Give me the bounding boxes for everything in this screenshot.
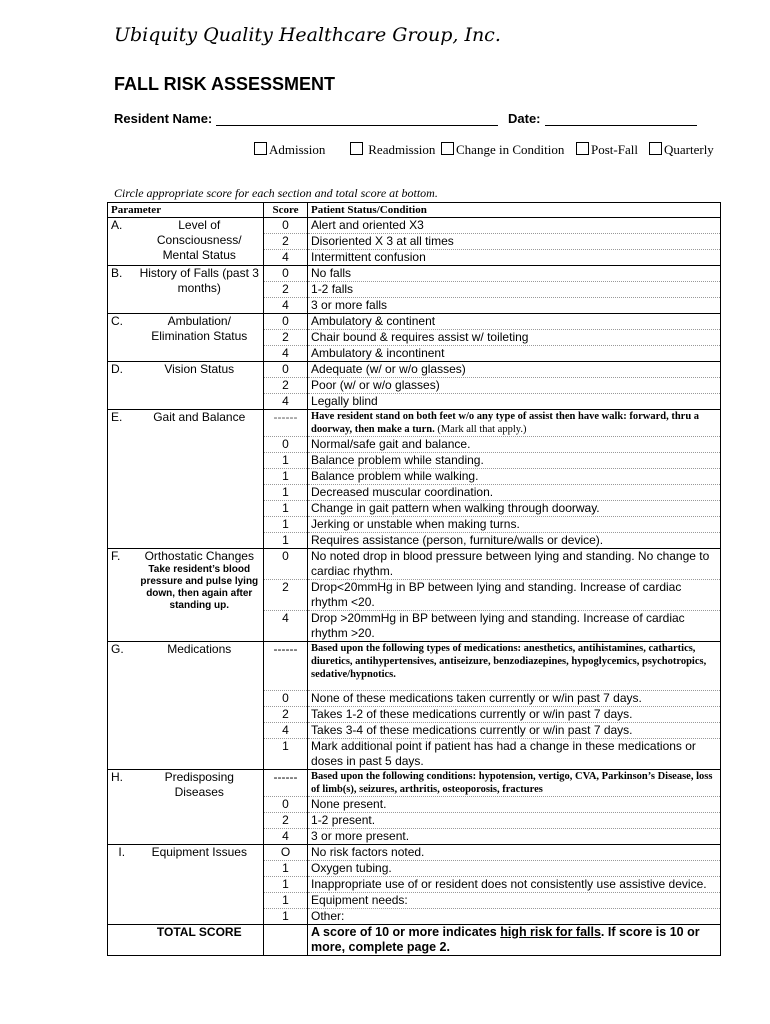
condition: Chair bound & requires assist w/ toileting bbox=[308, 330, 721, 346]
header-status: Patient Status/Condition bbox=[308, 203, 721, 218]
parameter-name: History of Falls (past 3 months) bbox=[136, 266, 264, 314]
score-option[interactable]: 0 bbox=[264, 362, 308, 378]
score-option[interactable]: 4 bbox=[264, 298, 308, 314]
score-option[interactable]: 1 bbox=[264, 453, 308, 469]
condition: No noted drop in blood pressure between lying and standing. No change to cardiac rhythm. bbox=[308, 549, 721, 580]
parameter-name: Orthostatic Changes bbox=[144, 549, 254, 563]
checkbox-label: Quarterly bbox=[664, 142, 714, 157]
score-option[interactable]: 0 bbox=[264, 314, 308, 330]
total-score-note bbox=[308, 925, 721, 956]
score-option[interactable]: 1 bbox=[264, 517, 308, 533]
condition: Balance problem while standing. bbox=[308, 453, 721, 469]
condition: Ambulatory & incontinent bbox=[308, 346, 721, 362]
condition: Drop >20mmHg in BP between lying and standing. Increase of cardiac rhythm >20. bbox=[308, 611, 721, 642]
condition: None of these medications taken currently or w/in past 7 days. bbox=[308, 691, 721, 707]
condition: Other: bbox=[308, 909, 721, 925]
parameter-name: Ambulation/ Elimination Status bbox=[136, 314, 264, 362]
table-row bbox=[108, 642, 721, 691]
header-parameter: Parameter bbox=[108, 203, 264, 218]
parameter-subnote: Take resident’s blood pressure and pulse lying down, then again after standing up. bbox=[140, 564, 259, 611]
resident-name-line[interactable] bbox=[216, 113, 498, 126]
parameter-name: Vision Status bbox=[136, 362, 264, 410]
score-option[interactable]: 0 bbox=[264, 218, 308, 234]
company-name: Ubiquity Quality Healthcare Group, Inc. bbox=[114, 24, 501, 46]
checkbox-quarterly[interactable] bbox=[649, 142, 714, 158]
score-option[interactable]: 0 bbox=[264, 691, 308, 707]
table-row bbox=[108, 770, 721, 797]
score-option[interactable]: 4 bbox=[264, 723, 308, 739]
gait-instruction bbox=[308, 410, 721, 437]
high-risk-text: high risk for falls bbox=[500, 925, 601, 939]
checkbox-box[interactable] bbox=[350, 142, 363, 155]
section-letter: E. bbox=[108, 410, 136, 549]
condition: Oxygen tubing. bbox=[308, 861, 721, 877]
section-letter: D. bbox=[108, 362, 136, 410]
condition: Takes 3-4 of these medications currently or w/in past 7 days. bbox=[308, 723, 721, 739]
table-row bbox=[108, 314, 721, 330]
score-option[interactable]: 4 bbox=[264, 346, 308, 362]
score-option[interactable]: 2 bbox=[264, 378, 308, 394]
checkbox-box[interactable] bbox=[441, 142, 454, 155]
score-option[interactable]: 2 bbox=[264, 282, 308, 298]
parameter-name: Predisposing Diseases bbox=[136, 770, 264, 845]
total-row bbox=[108, 925, 721, 956]
score-option[interactable]: 2 bbox=[264, 813, 308, 829]
score-option[interactable]: 2 bbox=[264, 234, 308, 250]
table-header bbox=[108, 203, 721, 218]
condition: Intermittent confusion bbox=[308, 250, 721, 266]
instructions: Circle appropriate score for each section and total score at bottom. bbox=[114, 186, 438, 200]
table-row bbox=[108, 266, 721, 282]
checkbox-post-fall[interactable] bbox=[576, 142, 638, 158]
score-option[interactable]: 0 bbox=[264, 266, 308, 282]
total-score-label: TOTAL SCORE bbox=[136, 925, 264, 956]
header-score: Score bbox=[264, 203, 308, 218]
section-letter: I. bbox=[108, 845, 136, 925]
score-option[interactable]: 1 bbox=[264, 739, 308, 770]
condition: Change in gait pattern when walking through doorway. bbox=[308, 501, 721, 517]
score-option[interactable]: 1 bbox=[264, 533, 308, 549]
checkbox-box[interactable] bbox=[254, 142, 267, 155]
parameter-cell bbox=[136, 549, 264, 642]
score-option[interactable]: 1 bbox=[264, 861, 308, 877]
condition: Ambulatory & continent bbox=[308, 314, 721, 330]
condition: Balance problem while walking. bbox=[308, 469, 721, 485]
condition: Jerking or unstable when making turns. bbox=[308, 517, 721, 533]
score-dashes: ------ bbox=[264, 770, 308, 797]
total-score-input[interactable] bbox=[264, 925, 308, 956]
checkbox-label: Post-Fall bbox=[591, 142, 638, 157]
condition: 1-2 falls bbox=[308, 282, 721, 298]
gait-instruction-plain: (Mark all that apply.) bbox=[437, 424, 527, 435]
condition: Disoriented X 3 at all times bbox=[308, 234, 721, 250]
checkbox-readmission[interactable] bbox=[350, 142, 435, 158]
medications-note: Based upon the following types of medications: anesthetics, antihistamines, cathartics, diuretics, antihypertensives, antiseizure, benzodiazepines, hypoglycemics, psychotropics, sedative/hypnotics. bbox=[308, 642, 721, 691]
score-option[interactable]: 4 bbox=[264, 394, 308, 410]
section-letter: G. bbox=[108, 642, 136, 770]
condition: Adequate (w/ or w/o glasses) bbox=[308, 362, 721, 378]
score-option[interactable]: 0 bbox=[264, 797, 308, 813]
checkbox-box[interactable] bbox=[649, 142, 662, 155]
condition: 1-2 present. bbox=[308, 813, 721, 829]
table-row bbox=[108, 549, 721, 580]
checkbox-label: Change in Condition bbox=[456, 142, 565, 157]
date-label: Date: bbox=[508, 111, 541, 126]
condition: Inappropriate use of or resident does not consistently use assistive device. bbox=[308, 877, 721, 893]
score-option[interactable]: 0 bbox=[264, 549, 308, 580]
table-row bbox=[108, 218, 721, 234]
score-option[interactable]: 1 bbox=[264, 469, 308, 485]
total-spacer bbox=[108, 925, 136, 956]
condition: Legally blind bbox=[308, 394, 721, 410]
condition: Equipment needs: bbox=[308, 893, 721, 909]
score-option[interactable]: 2 bbox=[264, 330, 308, 346]
section-letter: C. bbox=[108, 314, 136, 362]
score-option[interactable]: 0 bbox=[264, 437, 308, 453]
score-option[interactable]: O bbox=[264, 845, 308, 861]
condition: Alert and oriented X3 bbox=[308, 218, 721, 234]
score-dashes: ------ bbox=[264, 642, 308, 691]
table-row bbox=[108, 845, 721, 861]
condition: Drop<20mmHg in BP between lying and standing. Increase of cardiac rhythm <20. bbox=[308, 580, 721, 611]
condition: Mark additional point if patient has had a change in these medications or doses in past 5 days. bbox=[308, 739, 721, 770]
resident-name-field[interactable] bbox=[114, 111, 498, 126]
date-field[interactable] bbox=[508, 111, 697, 126]
condition: No risk factors noted. bbox=[308, 845, 721, 861]
diseases-note: Based upon the following conditions: hypotension, vertigo, CVA, Parkinson’s Disease, loss of limb(s), seizures, arthritis, osteoporosis, fractures bbox=[308, 770, 721, 797]
condition: Poor (w/ or w/o glasses) bbox=[308, 378, 721, 394]
table-row bbox=[108, 410, 721, 437]
condition: Requires assistance (person, furniture/walls or device). bbox=[308, 533, 721, 549]
total-note-post: . If score is 10 or more, complete page 2. bbox=[311, 925, 700, 954]
score-option[interactable]: 2 bbox=[264, 580, 308, 611]
score-option[interactable]: 4 bbox=[264, 250, 308, 266]
score-option[interactable]: 1 bbox=[264, 877, 308, 893]
score-option[interactable]: 1 bbox=[264, 485, 308, 501]
gait-instruction-text: Have resident stand on both feet w/o any type of assist then have walk: forward, thru a doorway, then make a turn. bbox=[311, 411, 700, 435]
condition: None present. bbox=[308, 797, 721, 813]
section-letter: A. bbox=[108, 218, 136, 266]
section-letter: B. bbox=[108, 266, 136, 314]
score-option[interactable]: 2 bbox=[264, 707, 308, 723]
assessment-table bbox=[107, 202, 721, 956]
checkbox-admission[interactable] bbox=[254, 142, 325, 158]
score-option[interactable]: 1 bbox=[264, 501, 308, 517]
checkbox-label: Admission bbox=[269, 142, 326, 157]
condition: No falls bbox=[308, 266, 721, 282]
resident-name-label: Resident Name: bbox=[114, 111, 213, 126]
date-line[interactable] bbox=[545, 113, 697, 126]
score-option[interactable]: 1 bbox=[264, 893, 308, 909]
condition: Normal/safe gait and balance. bbox=[308, 437, 721, 453]
checkbox-label: Readmission bbox=[368, 142, 436, 157]
parameter-name: Level of Consciousness/ Mental Status bbox=[136, 218, 264, 266]
table-row bbox=[108, 362, 721, 378]
score-dashes: ------ bbox=[264, 410, 308, 437]
condition: Decreased muscular coordination. bbox=[308, 485, 721, 501]
score-option[interactable]: 4 bbox=[264, 829, 308, 845]
checkbox-box[interactable] bbox=[576, 142, 589, 155]
score-option[interactable]: 1 bbox=[264, 909, 308, 925]
section-letter: F. bbox=[108, 549, 136, 642]
parameter-name: Gait and Balance bbox=[136, 410, 264, 549]
total-note-pre: A score of 10 or more indicates bbox=[311, 925, 501, 939]
form-title: FALL RISK ASSESSMENT bbox=[114, 74, 336, 94]
condition: 3 or more falls bbox=[308, 298, 721, 314]
condition: Takes 1-2 of these medications currently or w/in past 7 days. bbox=[308, 707, 721, 723]
parameter-name: Equipment Issues bbox=[136, 845, 264, 925]
checkbox-change-in-condition[interactable] bbox=[441, 142, 564, 158]
parameter-name: Medications bbox=[136, 642, 264, 770]
score-option[interactable]: 4 bbox=[264, 611, 308, 642]
section-letter: H. bbox=[108, 770, 136, 845]
condition: 3 or more present. bbox=[308, 829, 721, 845]
